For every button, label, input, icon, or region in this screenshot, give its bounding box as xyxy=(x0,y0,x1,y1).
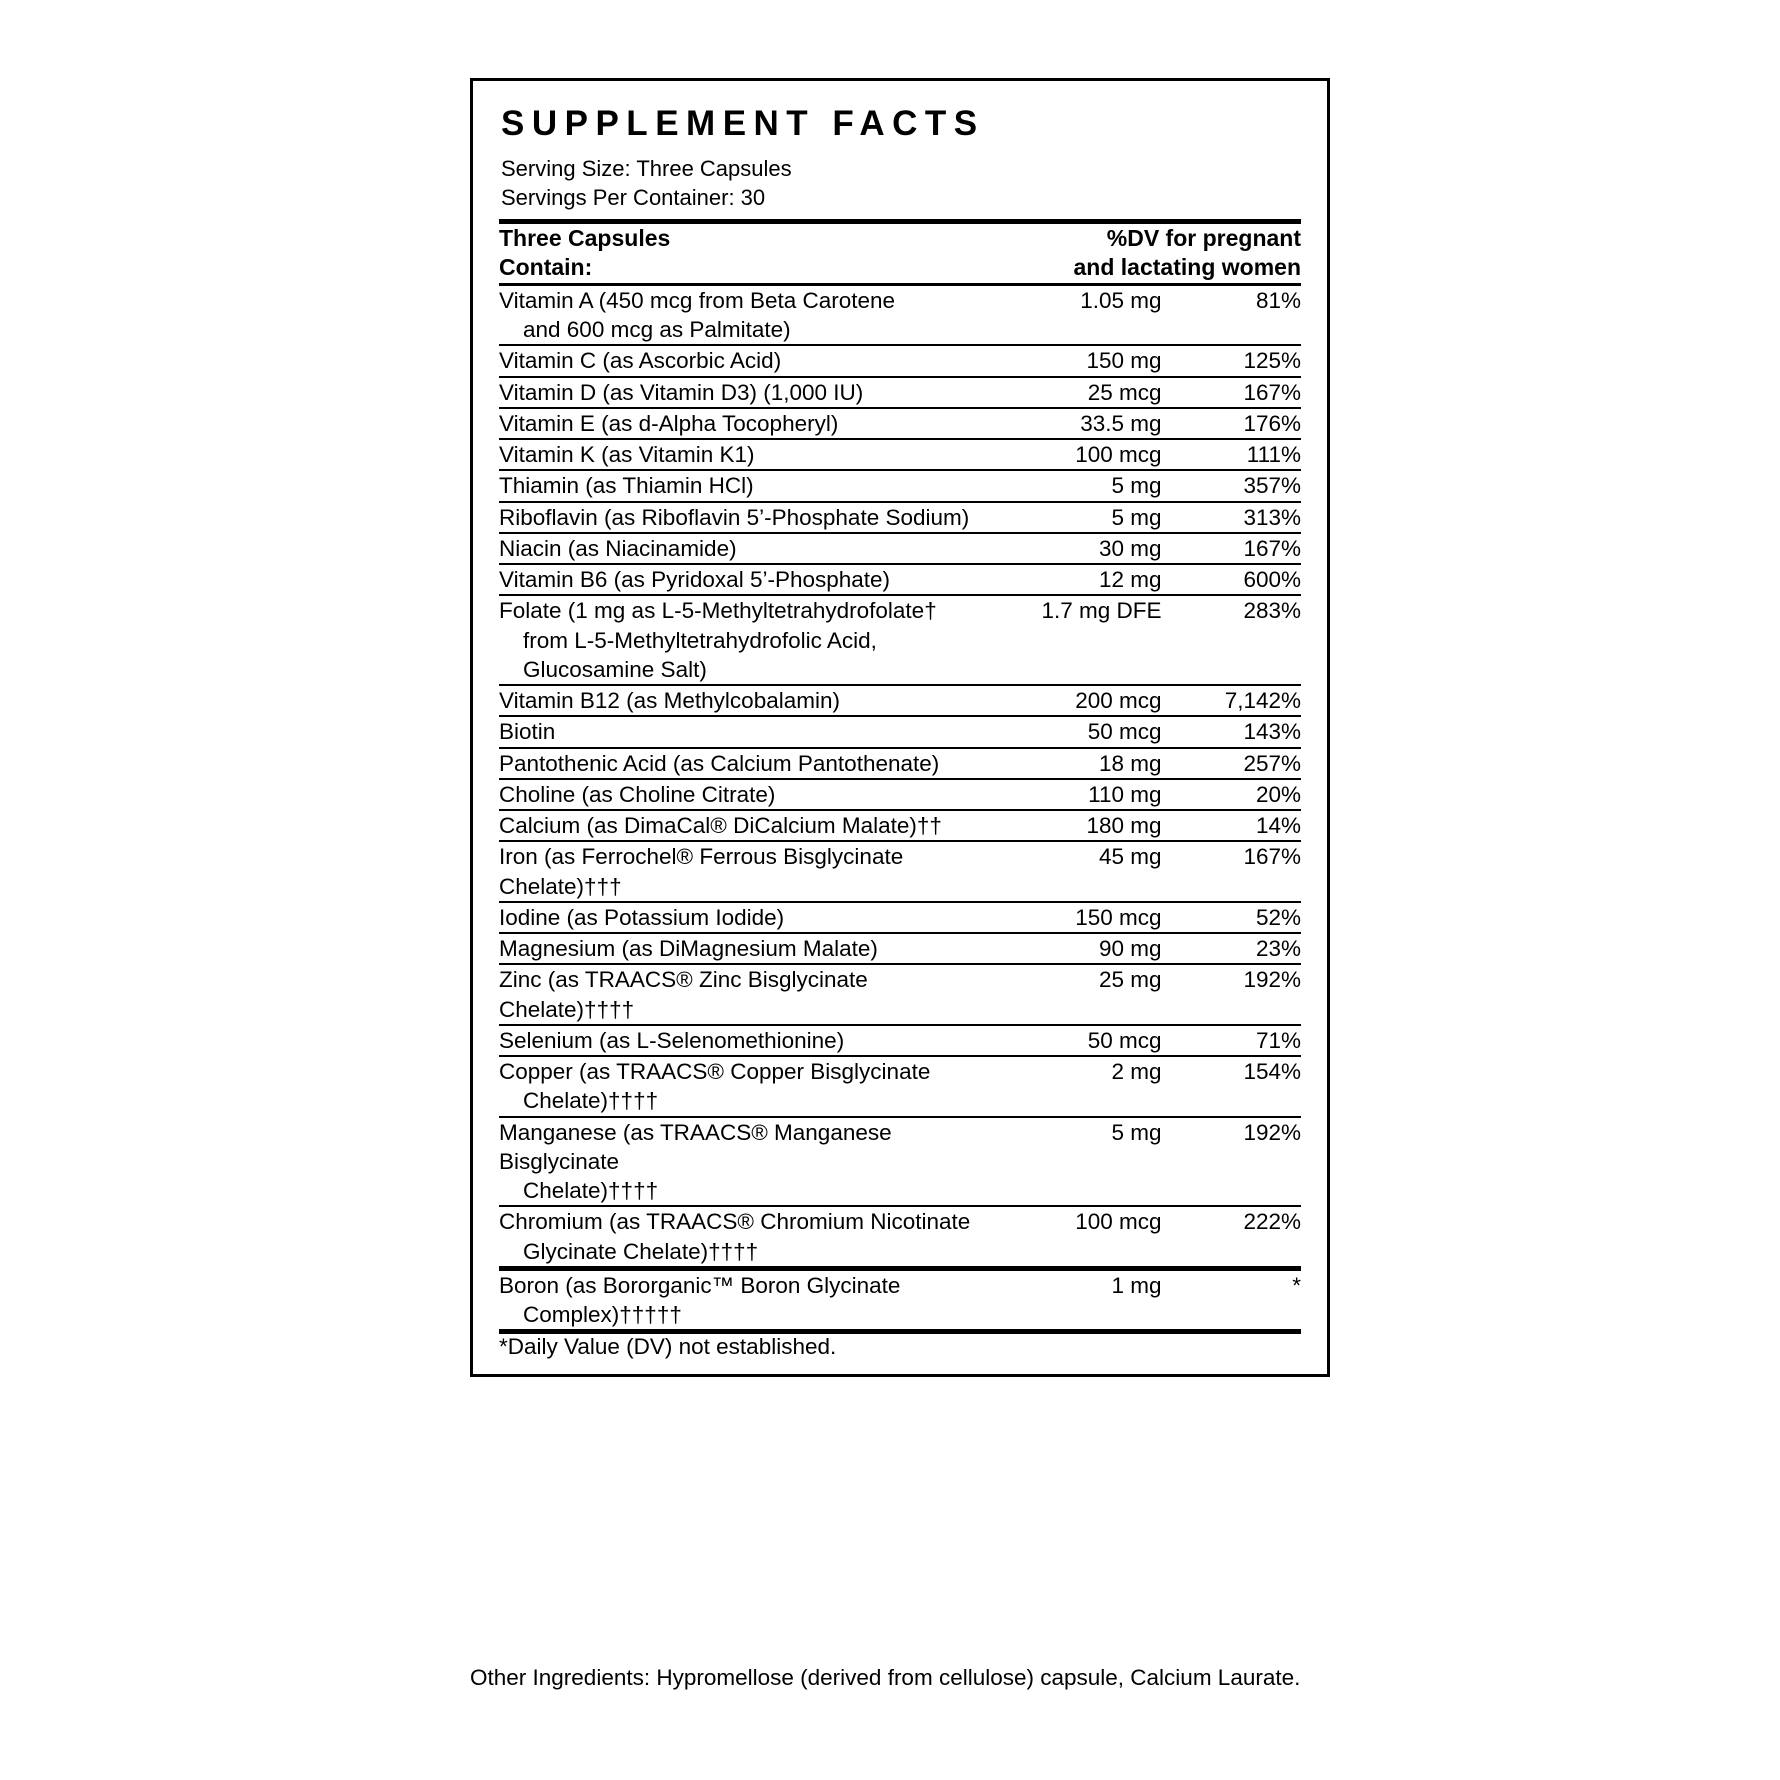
nutrient-dv: 176% xyxy=(1162,408,1302,439)
table-row xyxy=(499,933,1301,964)
nutrient-name: Folate (1 mg as L-5-Methyltetrahydrofolate† xyxy=(499,598,937,624)
header-right-line1: %DV for pregnant xyxy=(1106,225,1301,251)
nutrient-dv: 167% xyxy=(1162,533,1302,564)
nutrient-name: Vitamin K (as Vitamin K1) xyxy=(499,439,999,470)
nutrient-amount: 12 mg xyxy=(999,564,1162,595)
nutrient-name: Iron (as Ferrochel® Ferrous Bisglycinate Chelate)††† xyxy=(499,841,999,902)
table-row xyxy=(499,1206,1301,1268)
nutrient-dv: 257% xyxy=(1162,748,1302,779)
nutrient-amount: 180 mg xyxy=(999,810,1162,841)
nutrient-dv: 81% xyxy=(1162,284,1302,345)
footnote-row xyxy=(499,1332,1301,1361)
table-row xyxy=(499,1117,1301,1207)
nutrient-amount: 5 mg xyxy=(999,502,1162,533)
nutrient-name-cont: Glycinate Chelate)†††† xyxy=(523,1238,759,1264)
page-title: SUPPLEMENT FACTS xyxy=(501,104,985,143)
nutrient-dv: 71% xyxy=(1162,1025,1302,1056)
nutrient-dv: 167% xyxy=(1162,841,1302,902)
nutrient-name: Manganese (as TRAACS® Manganese Bisglycinate xyxy=(499,1119,892,1174)
nutrient-name: Calcium (as DimaCal® DiCalcium Malate)†† xyxy=(499,810,999,841)
header-right-line2: and lactating women xyxy=(1073,254,1301,281)
nutrient-dv: 7,142% xyxy=(1162,685,1302,716)
nutrient-amount: 1 mg xyxy=(999,1268,1162,1332)
nutrient-name: Thiamin (as Thiamin HCl) xyxy=(499,470,999,501)
nutrient-amount: 50 mcg xyxy=(999,1025,1162,1056)
table-row xyxy=(499,564,1301,595)
servings-per-container: Servings Per Container: 30 xyxy=(501,184,766,210)
nutrient-amount: 18 mg xyxy=(999,748,1162,779)
nutrient-name: Zinc (as TRAACS® Zinc Bisglycinate Chelate)†††† xyxy=(499,964,999,1025)
table-row xyxy=(499,964,1301,1025)
table-row xyxy=(499,1268,1301,1332)
nutrient-name: Vitamin E (as d-Alpha Tocopheryl) xyxy=(499,408,999,439)
header-left-line1: Three Capsules xyxy=(499,225,671,251)
header-right xyxy=(999,224,1301,284)
nutrient-name: Vitamin C (as Ascorbic Acid) xyxy=(499,345,999,376)
nutrient-dv: 600% xyxy=(1162,564,1302,595)
nutrient-amount: 5 mg xyxy=(999,470,1162,501)
other-ingredients: Other Ingredients: Hypromellose (derived from cellulose) capsule, Calcium Laurate. xyxy=(470,1665,1301,1690)
table-header-row xyxy=(499,224,1301,284)
nutrient-amount: 25 mcg xyxy=(999,377,1162,408)
nutrient-dv: 192% xyxy=(1162,1117,1302,1207)
nutrient-dv: 143% xyxy=(1162,716,1302,747)
nutrient-name-cont2: Glucosamine Salt) xyxy=(523,656,707,682)
nutrient-name-cont: from L-5-Methyltetrahydrofolic Acid, xyxy=(523,627,877,653)
nutrient-amount: 1.7 mg DFE xyxy=(999,595,1162,685)
nutrient-name-cont: and 600 mcg as Palmitate) xyxy=(523,317,791,343)
nutrient-amount: 110 mg xyxy=(999,779,1162,810)
table-row xyxy=(499,502,1301,533)
header-left-line2: Contain: xyxy=(499,254,593,281)
nutrient-name: Riboflavin (as Riboflavin 5’-Phosphate Sodium) xyxy=(499,502,999,533)
nutrient-name: Pantothenic Acid (as Calcium Pantothenate) xyxy=(499,748,999,779)
nutrient-dv: 154% xyxy=(1162,1056,1302,1117)
nutrient-amount: 100 mcg xyxy=(999,1206,1162,1268)
nutrient-amount: 150 mcg xyxy=(999,902,1162,933)
nutrient-name-cont: Chelate)†††† xyxy=(523,1178,659,1204)
table-row xyxy=(499,902,1301,933)
nutrient-dv: 14% xyxy=(1162,810,1302,841)
serving-size: Serving Size: Three Capsules xyxy=(501,155,792,181)
nutrient-amount: 2 mg xyxy=(999,1056,1162,1117)
nutrient-name: Boron (as Bororganic™ Boron Glycinate xyxy=(499,1272,901,1298)
nutrient-name: Biotin xyxy=(499,716,999,747)
nutrient-name-cont: Chelate)†††† xyxy=(523,1088,659,1114)
nutrient-amount: 25 mg xyxy=(999,964,1162,1025)
table-row xyxy=(499,1056,1301,1117)
table-row xyxy=(499,716,1301,747)
nutrient-name: Niacin (as Niacinamide) xyxy=(499,533,999,564)
table-row xyxy=(499,685,1301,716)
nutrient-dv: 52% xyxy=(1162,902,1302,933)
table-row xyxy=(499,439,1301,470)
table-row xyxy=(499,470,1301,501)
nutrient-amount: 1.05 mg xyxy=(999,284,1162,345)
nutrient-dv: 167% xyxy=(1162,377,1302,408)
nutrient-amount: 50 mcg xyxy=(999,716,1162,747)
nutrient-amount: 100 mcg xyxy=(999,439,1162,470)
nutrient-dv: 23% xyxy=(1162,933,1302,964)
nutrient-amount: 5 mg xyxy=(999,1117,1162,1207)
table-row xyxy=(499,533,1301,564)
nutrient-amount: 200 mcg xyxy=(999,685,1162,716)
nutrient-dv: 111% xyxy=(1162,439,1302,470)
nutrient-amount: 90 mg xyxy=(999,933,1162,964)
nutrient-name: Vitamin B12 (as Methylcobalamin) xyxy=(499,685,999,716)
nutrient-name: Chromium (as TRAACS® Chromium Nicotinate xyxy=(499,1209,971,1235)
nutrient-name: Selenium (as L-Selenomethionine) xyxy=(499,1025,999,1056)
table-row xyxy=(499,595,1301,685)
nutrient-name: Iodine (as Potassium Iodide) xyxy=(499,902,999,933)
nutrient-dv: 20% xyxy=(1162,779,1302,810)
nutrient-name: Choline (as Choline Citrate) xyxy=(499,779,999,810)
nutrient-dv: 283% xyxy=(1162,595,1302,685)
table-row xyxy=(499,810,1301,841)
table-row xyxy=(499,841,1301,902)
nutrient-amount: 33.5 mg xyxy=(999,408,1162,439)
table-row xyxy=(499,1025,1301,1056)
nutrient-dv: 125% xyxy=(1162,345,1302,376)
table-row xyxy=(499,779,1301,810)
table-row xyxy=(499,377,1301,408)
nutrient-name: Vitamin D (as Vitamin D3) (1,000 IU) xyxy=(499,377,999,408)
nutrient-dv: 222% xyxy=(1162,1206,1302,1268)
footnote-text: *Daily Value (DV) not established. xyxy=(499,1332,1301,1361)
table-row xyxy=(499,345,1301,376)
table-row xyxy=(499,408,1301,439)
nutrient-amount: 30 mg xyxy=(999,533,1162,564)
nutrient-dv: 357% xyxy=(1162,470,1302,501)
nutrient-name: Vitamin A (450 mcg from Beta Carotene xyxy=(499,287,896,313)
nutrient-dv: 313% xyxy=(1162,502,1302,533)
table-row xyxy=(499,284,1301,345)
nutrient-dv: * xyxy=(1162,1268,1302,1332)
nutrient-name: Magnesium (as DiMagnesium Malate) xyxy=(499,933,999,964)
nutrient-amount: 150 mg xyxy=(999,345,1162,376)
nutrition-table xyxy=(499,224,1301,1360)
table-row xyxy=(499,748,1301,779)
nutrient-amount: 45 mg xyxy=(999,841,1162,902)
supplement-facts-panel xyxy=(470,78,1330,1377)
nutrient-dv: 192% xyxy=(1162,964,1302,1025)
nutrient-name: Vitamin B6 (as Pyridoxal 5’-Phosphate) xyxy=(499,564,999,595)
nutrient-name-cont: Complex)††††† xyxy=(523,1302,682,1328)
header-left xyxy=(499,224,999,284)
nutrient-name: Copper (as TRAACS® Copper Bisglycinate xyxy=(499,1059,931,1085)
